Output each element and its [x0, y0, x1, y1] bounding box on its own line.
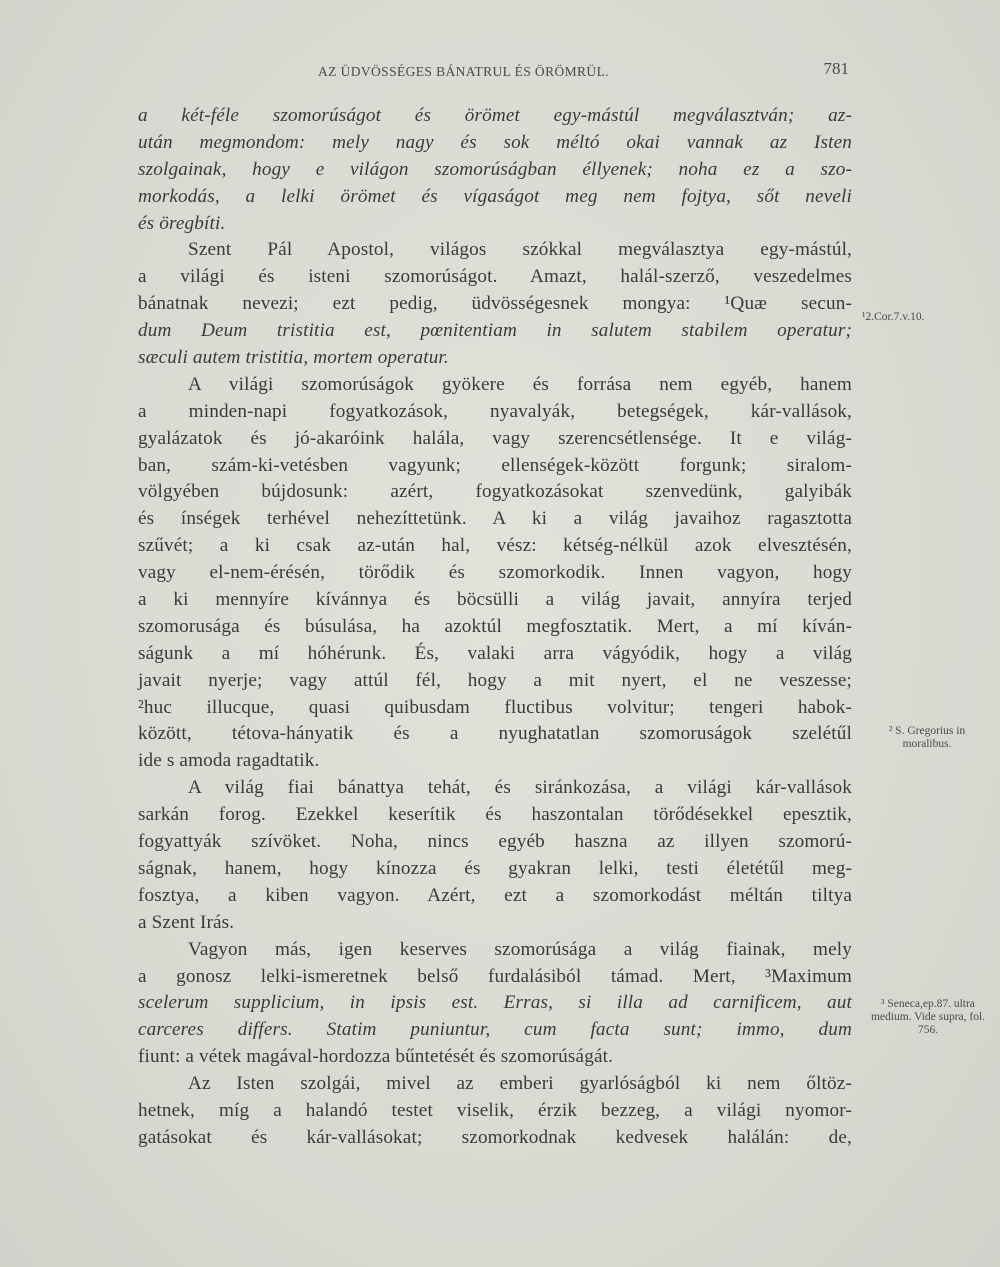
text-line: között, tétova-hányatik és a nyughatatlan szomoruságok szelétűl: [138, 723, 852, 745]
text-line: sæculi autem tristitia, mortem operatur.: [138, 347, 449, 369]
text-line: hetnek, míg a halandó testet viselik, érzik bezzeg, a világi nyomor-: [138, 1099, 852, 1121]
page-header: [135, 59, 849, 86]
text-line: ban, szám-ki-vetésben vagyunk; ellenségek-között forgunk; siralom-: [138, 454, 852, 476]
page-number: 781: [823, 59, 849, 78]
text-line: gatásokat és kár-vallásokat; szomorkodnak kedvesek halálán: de,: [138, 1126, 852, 1148]
text-line: Az Isten szolgái, mivel az emberi gyarlóságból ki nem őltöz-: [188, 1073, 852, 1095]
text-line: sarkán forog. Ezekkel keserítik és haszontalan törődésekkel epesztik,: [138, 804, 852, 826]
text-line: a két-féle szomorúságot és örömet egy-mástúl megválasztván; az-: [138, 105, 852, 126]
text-line: a minden-napi fogyatkozások, nyavalyák, betegségek, kár-vallások,: [138, 400, 852, 422]
text-line: és öregbíti.: [138, 212, 226, 234]
text-line: a világi és isteni szomorúságot. Amazt, halál-szerző, veszedelmes: [138, 266, 852, 288]
text-line: fogyattyák szívöket. Noha, nincs egyéb haszna az illyen szomorú-: [138, 831, 852, 853]
marginal-note: ¹2.Cor.7.v.10.: [862, 311, 925, 323]
text-line: szolgainak, hogy e világon szomorúságban éllyenek; noha ez a szo-: [138, 158, 852, 180]
marginal-note: ² S. Gregorius in moralibus.: [888, 725, 966, 750]
text-line: a gonosz lelki-ismeretnek belső furdalásiból támad. Mert, ³Maximum: [138, 965, 852, 987]
text-line: A világi szomorúságok gyökere és forrása nem egyéb, hanem: [188, 373, 852, 395]
text-line: a ki mennyíre kívánnya és böcsülli a világ javait, annyíra terjed: [138, 589, 852, 611]
marginal-note: ³ Seneca,ep.87. ultra medium. Vide supra, fol. 756.: [870, 998, 986, 1036]
text-line: gyalázatok és jó-akaróink halála, vagy szerencsétlensége. It e világ-: [138, 427, 852, 449]
running-title: AZ ÜDVÖSSÉGES BÁNATRUL ÉS ÖRÖMRÜL.: [318, 64, 609, 79]
text-line: dum Deum tristitia est, pœnitentiam in salutem stabilem operatur;: [138, 320, 852, 342]
text-line: morkodás, a lelki örömet és vígaságot meg nem fojtya, sőt neveli: [138, 185, 852, 207]
text-line: Szent Pál Apostol, világos szókkal megválasztya egy-mástúl,: [188, 239, 852, 261]
text-line: vagy el-nem-érésén, törődik és szomorkodik. Innen vagyon, hogy: [138, 562, 852, 584]
text-line: ²huc illucque, quasi quibusdam fluctibus volvitur; tengeri habok-: [138, 696, 852, 718]
text-line: A világ fiai bánattya tehát, és siránkozása, a világi kár-vallások: [188, 777, 852, 799]
text-line: ságnak, hanem, hogy kínozza és gyakran lelki, testi életétűl meg-: [138, 857, 852, 879]
text-line: ságunk a mí hóhérunk. És, valaki arra vágyódik, hogy a világ: [138, 642, 852, 664]
text-line: fosztya, a kiben vagyon. Azért, ezt a szomorkodást méltán tiltya: [138, 884, 852, 906]
text-line: carceres differs. Statim puniuntur, cum facta sunt; immo, dum: [138, 1019, 852, 1041]
text-line: fiunt: a vétek magával-hordozza bűntetését és szomorúságát.: [138, 1046, 614, 1068]
text-line: ide s amoda ragadtatik.: [138, 750, 320, 772]
text-line: Vagyon más, igen keserves szomorúsága a világ fiainak, mely: [188, 938, 852, 960]
text-line: bánatnak nevezi; ezt pedig, üdvösségesnek mongya: ¹Quæ secun-: [138, 293, 852, 315]
text-line: szűvét; a ki csak az-után hal, vész: kétség-nélkül azok elvesztésén,: [138, 535, 852, 557]
text-line: javait nyerje; vagy attúl fél, hogy a mit nyert, el ne veszesse;: [138, 669, 852, 691]
text-line: scelerum supplicium, in ipsis est. Erras, si illa ad carnificem, aut: [138, 992, 852, 1014]
text-line: után megmondom: mely nagy és sok méltó okai vannak az Isten: [138, 131, 852, 153]
text-line: a Szent Irás.: [138, 911, 235, 933]
body-text: [138, 103, 852, 1152]
text-line: szomorusága és búsulása, ha azoktúl megfosztatik. Mert, a mí kíván-: [138, 615, 852, 637]
text-line: és ínségek terhével nehezíttetünk. A ki a világ javaihoz ragasztotta: [138, 508, 852, 530]
text-line: völgyében bújdosunk: azért, fogyatkozásokat szenvedünk, galyibák: [138, 481, 852, 503]
